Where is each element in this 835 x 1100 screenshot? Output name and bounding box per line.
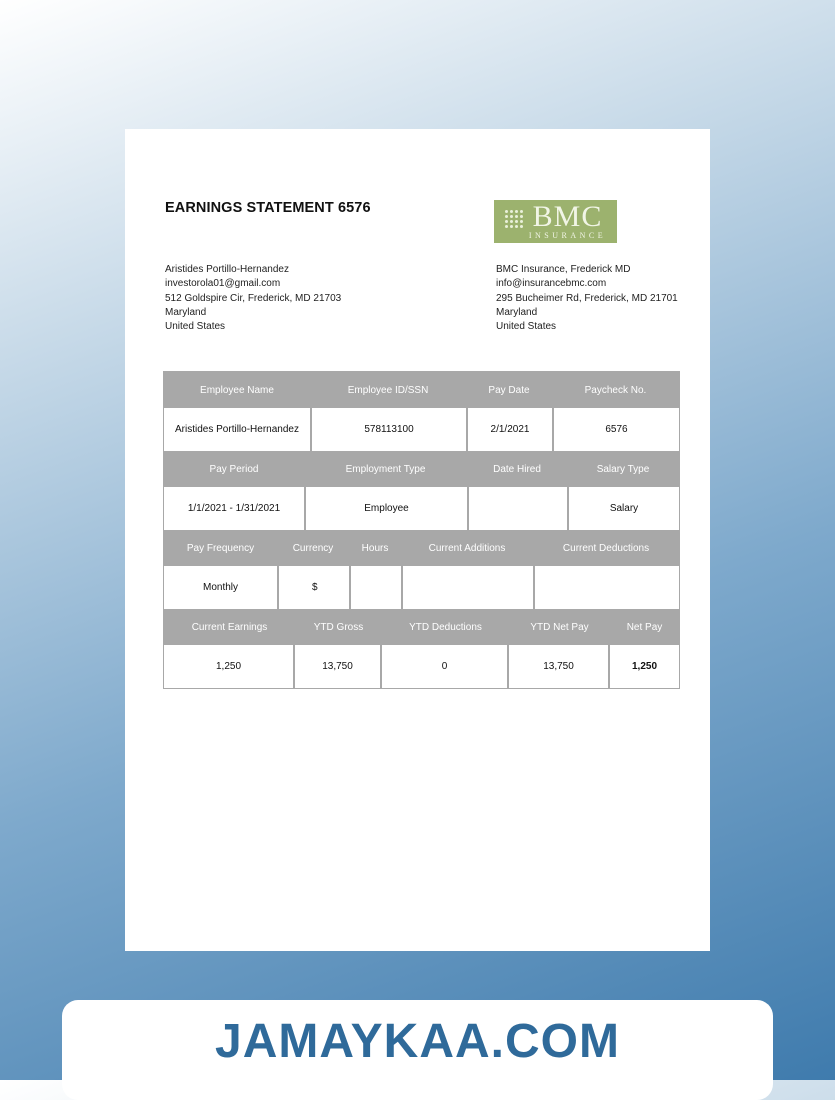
header-hours: Hours (349, 530, 401, 566)
employee-address-block (165, 263, 341, 334)
earnings-table (163, 371, 680, 689)
statement-page (125, 129, 710, 951)
value-ytd-gross: 13,750 (295, 645, 380, 688)
value-ytd-net-pay: 13,750 (509, 645, 608, 688)
value-pay-date: 2/1/2021 (468, 408, 552, 451)
header-current-earnings: Current Earnings (164, 609, 295, 645)
header-current-deductions: Current Deductions (533, 530, 679, 566)
value-current-deductions (535, 566, 679, 609)
employee-street: 512 Goldspire Cir, Frederick, MD 21703 (165, 292, 342, 304)
header-ytd-deductions: YTD Deductions (382, 609, 509, 645)
employer-street: 295 Bucheimer Rd, Frederick, MD 21701 (496, 292, 678, 304)
header-pay-period: Pay Period (164, 451, 304, 487)
employer-email: info@insurancebmc.com (496, 278, 607, 290)
header-current-additions: Current Additions (401, 530, 533, 566)
table-row (164, 408, 679, 451)
employee-name: Aristides Portillo-Hernandez (165, 264, 289, 275)
value-paycheck-no: 6576 (554, 408, 679, 451)
value-ytd-deductions: 0 (382, 645, 507, 688)
value-pay-frequency: Monthly (164, 566, 277, 609)
header-ytd-gross: YTD Gross (295, 609, 382, 645)
value-employee-id: 578113100 (312, 408, 466, 451)
header-date-hired: Date Hired (467, 451, 567, 487)
value-current-additions (403, 566, 533, 609)
value-employment-type: Employee (306, 487, 467, 530)
value-pay-period: 1/1/2021 - 1/31/2021 (164, 487, 304, 530)
bmc-insurance-logo (494, 200, 617, 243)
employee-state: Maryland (165, 306, 207, 318)
header-currency: Currency (277, 530, 349, 566)
logo-name: BMC (532, 200, 603, 233)
table-header-row (164, 372, 679, 408)
employee-email: investorola01@gmail.com (165, 278, 281, 290)
header-pay-frequency: Pay Frequency (164, 530, 277, 566)
logo-dots-icon (505, 210, 523, 228)
header-employment-type: Employment Type (304, 451, 467, 487)
table-header-row (164, 609, 679, 645)
employer-country: United States (496, 321, 557, 333)
value-net-pay: 1,250 (610, 645, 679, 688)
table-row (164, 487, 679, 530)
employer-address-block (496, 263, 678, 334)
header-paycheck-no: Paycheck No. (552, 372, 679, 408)
value-current-earnings: 1,250 (164, 645, 293, 688)
header-employee-name: Employee Name (164, 372, 310, 408)
value-date-hired (469, 487, 567, 530)
header-ytd-net-pay: YTD Net Pay (509, 609, 610, 645)
table-header-row (164, 451, 679, 487)
header-salary-type: Salary Type (567, 451, 679, 487)
value-currency: $ (279, 566, 349, 609)
value-hours (351, 566, 401, 609)
table-row (164, 566, 679, 609)
header-pay-date: Pay Date (466, 372, 552, 408)
header-net-pay: Net Pay (610, 609, 679, 645)
value-salary-type: Salary (569, 487, 679, 530)
employer-state: Maryland (496, 306, 538, 318)
header-employee-id: Employee ID/SSN (310, 372, 466, 408)
statement-title: EARNINGS STATEMENT 6576 (165, 200, 371, 216)
table-header-row (164, 530, 679, 566)
employee-country: United States (165, 321, 226, 333)
value-employee-name: Aristides Portillo-Hernandez (164, 408, 310, 451)
watermark-banner (62, 1000, 773, 1100)
watermark-text: JAMAYKAA.COM (215, 1015, 620, 1068)
table-row (164, 645, 679, 688)
logo-tagline: INSURANCE (528, 231, 607, 240)
employer-name: BMC Insurance, Frederick MD (496, 264, 631, 275)
